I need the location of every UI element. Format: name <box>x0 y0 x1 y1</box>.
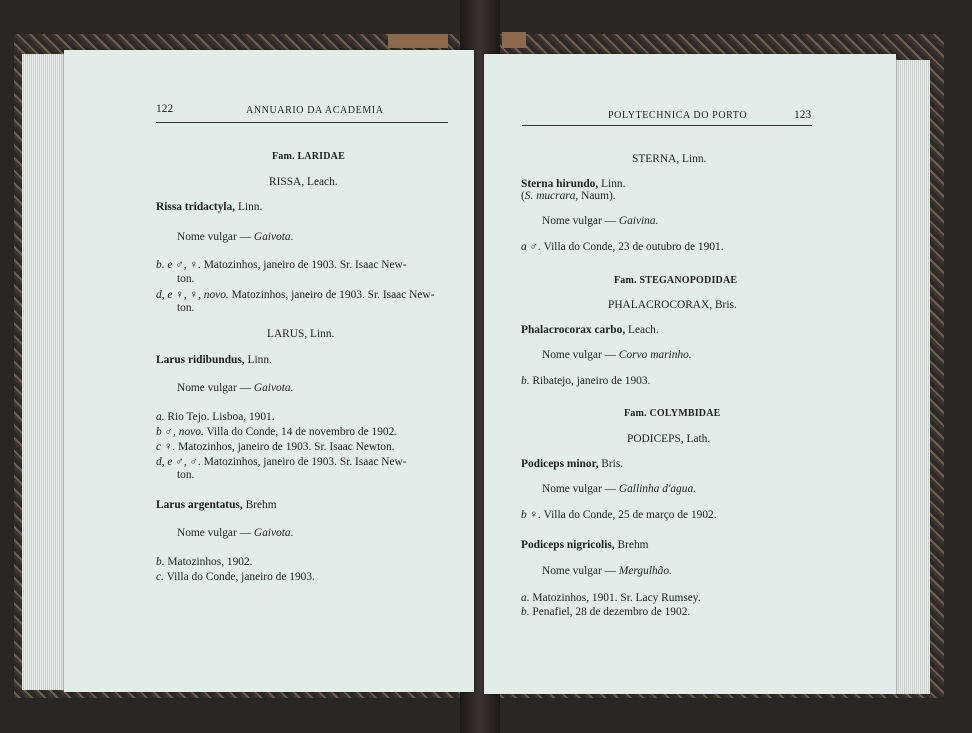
species-entry <box>156 200 262 214</box>
page-edges-left <box>22 54 70 690</box>
record-continuation: ton. <box>177 273 195 285</box>
record-symbol: b. <box>156 556 165 568</box>
record-symbol: a ♂. <box>521 241 541 253</box>
record-text: Penafiel, 28 de dezembro de 1902. <box>532 606 691 618</box>
genus-heading: RISSA, Leach. <box>269 176 338 188</box>
record-symbol: b. <box>521 375 530 387</box>
common-name-prefix: Nome vulgar — <box>542 215 619 227</box>
record-continuation: ton. <box>177 469 195 481</box>
common-name-value: Gallinha d'agua. <box>618 483 696 495</box>
record-line <box>156 258 407 272</box>
species-author: Linn. <box>247 354 272 366</box>
species-entry <box>521 538 649 552</box>
common-name <box>542 348 692 362</box>
synonym-prefix: ( <box>521 190 525 202</box>
right-page <box>484 54 896 694</box>
record-line <box>521 508 717 522</box>
record-symbol: d, e ♀, ♀, novo. <box>156 289 229 301</box>
page-number: 123 <box>794 109 812 121</box>
genus-heading: PHALACROCORAX, Bris. <box>608 299 737 311</box>
record-text: Matozinhos, janeiro de 1903. Sr. Isaac Newton. <box>178 441 395 453</box>
record-text: Villa do Conde, 23 de outubro de 1901. <box>543 241 724 253</box>
left-page <box>64 50 474 692</box>
record-text: Villa do Conde, janeiro de 1903. <box>166 571 315 583</box>
record-symbol: a. <box>521 592 530 604</box>
record-symbol: b ♂, novo. <box>156 426 204 438</box>
record-symbol: a. <box>156 411 165 423</box>
binding-tab <box>388 34 448 48</box>
record-line <box>156 555 253 569</box>
record-text: Villa do Conde, 14 de novembro de 1902. <box>206 426 398 438</box>
species-name: Sterna hirundo, <box>521 178 599 190</box>
record-text: Matozinhos, 1901. Sr. Lacy Rumsey. <box>532 592 701 604</box>
running-head: ANNUARIO DA ACADEMIA <box>246 105 384 116</box>
species-entry <box>156 353 272 367</box>
genus-heading: LARUS, Linn. <box>267 328 335 340</box>
genus-heading: STERNA, Linn. <box>632 153 707 165</box>
family-heading: Fam. STEGANOPODIDAE <box>614 275 738 286</box>
common-name <box>542 214 658 228</box>
species-name: Podiceps nigricolis, <box>521 539 615 551</box>
record-text: Rio Tejo. Lisboa, 1901. <box>167 411 275 423</box>
common-name <box>542 482 696 496</box>
common-name-prefix: Nome vulgar — <box>177 382 254 394</box>
species-author: Leach. <box>628 324 659 336</box>
species-author: Brehm <box>245 499 277 511</box>
record-line <box>521 605 690 619</box>
species-entry <box>521 323 659 337</box>
common-name-value: Gaivota. <box>253 382 294 394</box>
record-symbol: d, e ♂, ♂. <box>156 456 201 468</box>
family-heading: Fam. LARIDAE <box>272 151 345 162</box>
record-line <box>521 591 701 605</box>
common-name-prefix: Nome vulgar — <box>542 483 619 495</box>
genus-heading: PODICEPS, Lath. <box>627 433 711 445</box>
common-name <box>177 381 293 395</box>
header-rule <box>156 122 448 123</box>
record-text: Matozinhos, janeiro de 1903. Sr. Isaac New- <box>203 259 407 271</box>
common-name-value: Gaivina. <box>618 215 659 227</box>
record-symbol: c ♀. <box>156 441 176 453</box>
page-edges-right <box>894 60 930 694</box>
common-name-value: Gaivota. <box>253 527 294 539</box>
species-name: Larus ridibundus, <box>156 354 245 366</box>
record-line <box>156 425 397 439</box>
species-name: Podiceps minor, <box>521 458 599 470</box>
species-author: Brehm <box>617 539 649 551</box>
record-continuation: ton. <box>177 302 195 314</box>
record-symbol: b. e ♂, ♀. <box>156 259 201 271</box>
binding-tab <box>502 32 526 48</box>
page-number: 122 <box>156 103 174 115</box>
common-name-value: Gaivota. <box>253 231 294 243</box>
common-name-prefix: Nome vulgar — <box>542 349 619 361</box>
common-name <box>542 564 672 578</box>
record-line <box>521 240 724 254</box>
species-author: Linn. <box>601 178 626 190</box>
record-symbol: b ♀. <box>521 509 541 521</box>
record-symbol: c. <box>156 571 164 583</box>
common-name <box>177 526 293 540</box>
common-name-prefix: Nome vulgar — <box>177 527 254 539</box>
record-text: Villa do Conde, 25 de março de 1902. <box>543 509 717 521</box>
record-line <box>521 374 650 388</box>
record-text: Matozinhos, janeiro de 1903. Sr. Isaac New- <box>203 456 407 468</box>
species-name: Larus argentatus, <box>156 499 243 511</box>
header-rule <box>522 125 812 126</box>
common-name-prefix: Nome vulgar — <box>177 231 254 243</box>
record-text: Matozinhos, 1902. <box>167 556 253 568</box>
species-name: Rissa tridactyla, <box>156 201 236 213</box>
record-text: Matozinhos, janeiro de 1903. Sr. Isaac New- <box>231 289 435 301</box>
common-name-value: Mergulhão. <box>618 565 672 577</box>
common-name <box>177 230 293 244</box>
running-head: POLYTECHNICA DO PORTO <box>608 110 748 121</box>
species-author: Linn. <box>237 201 263 213</box>
synonym-author: Naum). <box>581 190 616 202</box>
family-heading: Fam. COLYMBIDAE <box>624 408 721 419</box>
species-entry <box>521 457 623 471</box>
species-author: Bris. <box>601 458 624 470</box>
common-name-value: Corvo marinho. <box>618 349 692 361</box>
species-entry <box>156 498 277 512</box>
record-line <box>156 440 395 454</box>
record-line <box>156 410 275 424</box>
synonym-line <box>521 189 616 203</box>
common-name-prefix: Nome vulgar — <box>542 565 619 577</box>
species-name: Phalacrocorax carbo, <box>521 324 626 336</box>
record-line <box>156 288 434 302</box>
synonym-name: S. mucrara, <box>524 190 579 202</box>
record-line <box>156 570 315 584</box>
record-line <box>156 455 407 469</box>
record-symbol: b. <box>521 606 530 618</box>
record-text: Ribatejo, janeiro de 1903. <box>532 375 651 387</box>
